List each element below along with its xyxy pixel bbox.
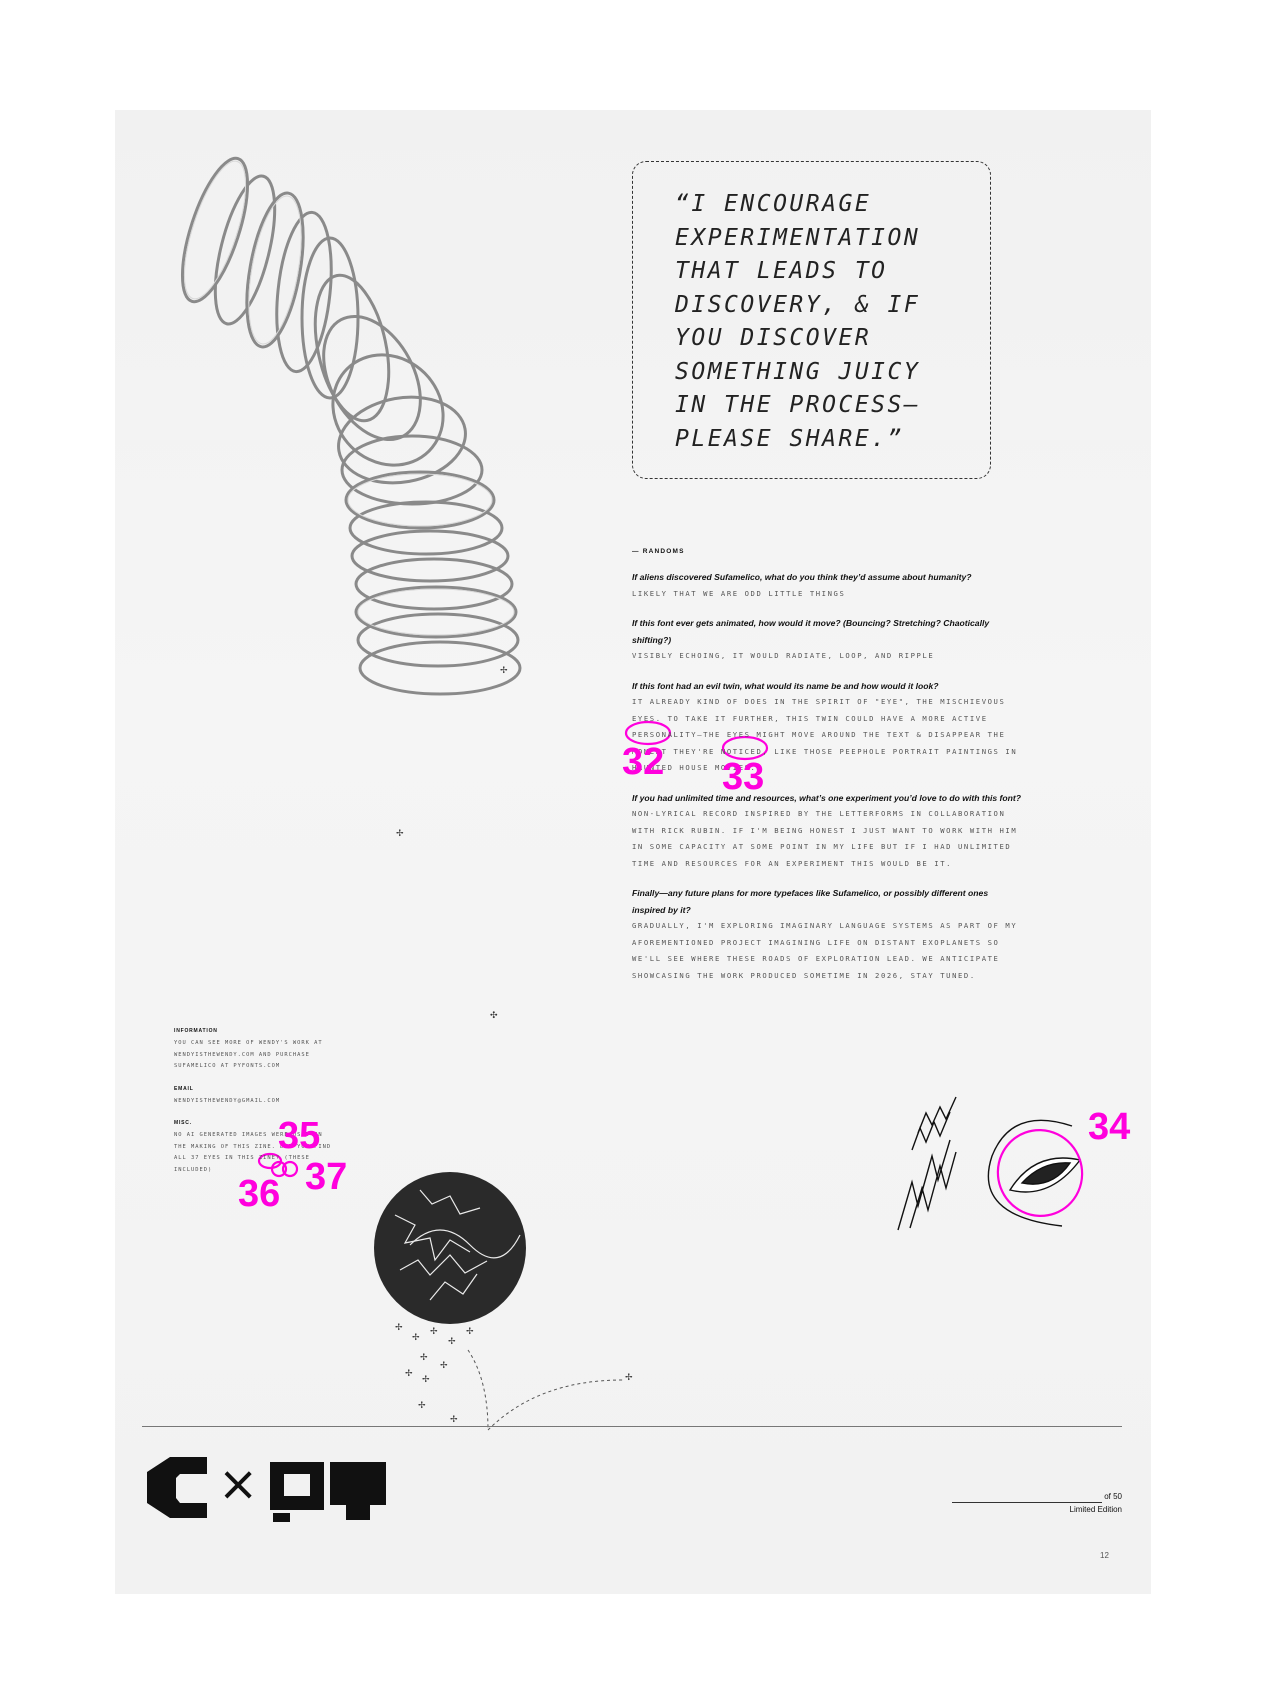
pull-quote-line: EXPERIMENTATION bbox=[675, 224, 921, 251]
svg-text:✢: ✢ bbox=[430, 1327, 438, 1337]
answer: VISIBLY ECHOING, IT WOULD RADIATE, LOOP, AND RIPPLE bbox=[632, 651, 935, 660]
collab-logo bbox=[147, 1457, 386, 1522]
pull-quote-line: “I ENCOURAGE bbox=[675, 191, 872, 217]
svg-text:✢: ✢ bbox=[418, 1401, 426, 1411]
annotation-number: 34 bbox=[1088, 1106, 1131, 1148]
edition-count: of 50 bbox=[1104, 1492, 1122, 1501]
sparkle-icon bbox=[396, 666, 508, 1021]
pull-quote-line: YOU DISCOVER bbox=[675, 325, 872, 351]
answer: NON-LYRICAL RECORD INSPIRED BY THE LETTERFORMS IN COLLABORATION WITH RICK RUBIN. IF I'M BEING HONEST I JUST WANT TO WORK WITH HIM IN SOME CAPACITY AT SOME POINT IN MY LIFE BUT IF I HAD UNLIMITED TIME AND RESOURCES FOR AN EXPERIMENT THIS WOULD BE IT. bbox=[632, 809, 1018, 868]
annotation-number: 36 bbox=[238, 1173, 281, 1215]
times-symbol: × bbox=[218, 1456, 259, 1512]
svg-text:✢: ✢ bbox=[625, 1373, 633, 1383]
svg-text:✢: ✢ bbox=[500, 666, 508, 676]
c-logo-icon bbox=[147, 1457, 207, 1518]
edition-block bbox=[952, 1490, 1122, 1516]
pull-quote-line: DISCOVERY, & IF bbox=[675, 291, 921, 318]
annotation-number: 33 bbox=[722, 756, 765, 798]
qa-item bbox=[632, 678, 1022, 777]
information-label: INFORMATION bbox=[174, 1028, 218, 1034]
pf-logo-icon bbox=[270, 1462, 386, 1522]
svg-text:✢: ✢ bbox=[448, 1337, 456, 1347]
question: Finally—any future plans for more typefaces like Sufamelico, or possibly different ones inspired by it? bbox=[632, 888, 989, 915]
randoms-section bbox=[632, 548, 1022, 997]
svg-text:✢: ✢ bbox=[395, 1323, 403, 1333]
qa-item bbox=[632, 790, 1022, 873]
answer: GRADUALLY, I'M EXPLORING IMAGINARY LANGUAGE SYSTEMS AS PART OF MY AFOREMENTIONED PROJECT IMAGINING LIFE ON DISTANT EXOPLANETS SO WE'LL SEE WHERE THESE ROADS OF EXPLORATION LEAD. WE ANTICIPATE SHOWCASING THE WORK PRODUCED SOMETIME IN 2026, STAY TUNED. bbox=[632, 921, 1018, 980]
section-label: — RANDOMS bbox=[632, 548, 685, 555]
svg-text:✣: ✣ bbox=[490, 1011, 498, 1021]
answer: LIKELY THAT WE ARE ODD LITTLE THINGS bbox=[632, 588, 846, 598]
annotation-number: 37 bbox=[305, 1156, 348, 1198]
email-text: WENDYISTHEWENDY@GMAIL.COM bbox=[174, 1097, 281, 1104]
information-text: YOU CAN SEE MORE OF WENDY'S WORK AT WENDYISTHEWENDY.COM AND PURCHASE SUFAMELICO AT PYFONTS.COM bbox=[174, 1040, 323, 1069]
svg-text:✢: ✢ bbox=[420, 1353, 428, 1363]
eye-letterform-illustration bbox=[898, 1097, 1080, 1230]
misc-label: MISC. bbox=[174, 1120, 192, 1126]
chrome-spiral-illustration bbox=[169, 151, 520, 694]
answer: IT ALREADY KIND OF DOES IN THE SPIRIT OF "EYE", THE MISCHIEVOUS EYES. TO TAKE IT FURTHER, THIS TWIN COULD HAVE A MORE ACTIVE PERSONALITY—THE EYES MIGHT MOVE AROUND THE TEXT & DISAPPEAR THE MOMENT THEY'RE NOTICED, LIKE THOSE PEEPHOLE PORTRAIT PAINTINGS IN HAUNTED HOUSE MOVIES. bbox=[632, 697, 1018, 772]
footer-divider bbox=[142, 1426, 1122, 1427]
svg-text:✢: ✢ bbox=[412, 1333, 420, 1343]
pull-quote-box bbox=[632, 161, 991, 479]
pull-quote-line: THAT LEADS TO bbox=[675, 258, 888, 284]
svg-text:✢: ✢ bbox=[422, 1375, 430, 1385]
qa-item bbox=[632, 569, 1022, 602]
edition-label: Limited Edition bbox=[1069, 1505, 1122, 1514]
question: If you had unlimited time and resources, what’s one experiment you’d love to do with this font? bbox=[632, 792, 1021, 803]
svg-text:✢: ✢ bbox=[405, 1369, 413, 1379]
qa-item bbox=[632, 885, 1022, 984]
email-label: EMAIL bbox=[174, 1085, 194, 1092]
question: If this font ever gets animated, how would it move? (Bouncing? Stretching? Chaotically shifting?) bbox=[632, 618, 990, 645]
flower-tangle-illustration bbox=[374, 1172, 633, 1430]
svg-text:✢: ✢ bbox=[450, 1415, 458, 1425]
pull-quote-line: SOMETHING JUICY bbox=[675, 358, 921, 385]
svg-text:✢: ✢ bbox=[396, 829, 404, 839]
svg-text:✢: ✢ bbox=[466, 1327, 474, 1337]
page-number: 12 bbox=[1100, 1551, 1109, 1560]
svg-text:✢: ✢ bbox=[440, 1361, 448, 1371]
misc-text: NO AI GENERATED IMAGES WERE USED IN THE MAKING OF THIS ZINE. DID YOU FIND ALL 37 EYES IN THIS ZINE? (THESE INCLUDED) bbox=[174, 1132, 332, 1173]
qa-item bbox=[632, 615, 1022, 665]
pull-quote-line: IN THE PROCESS— bbox=[675, 392, 921, 418]
annotation-number: 35 bbox=[278, 1115, 321, 1157]
annotation-number: 32 bbox=[622, 741, 665, 783]
pull-quote-line: PLEASE SHARE.” bbox=[675, 425, 904, 452]
question: If this font had an evil twin, what would its name be and how would it look? bbox=[632, 680, 939, 691]
question: If aliens discovered Sufamelico, what do you think they’d assume about humanity? bbox=[632, 572, 972, 582]
